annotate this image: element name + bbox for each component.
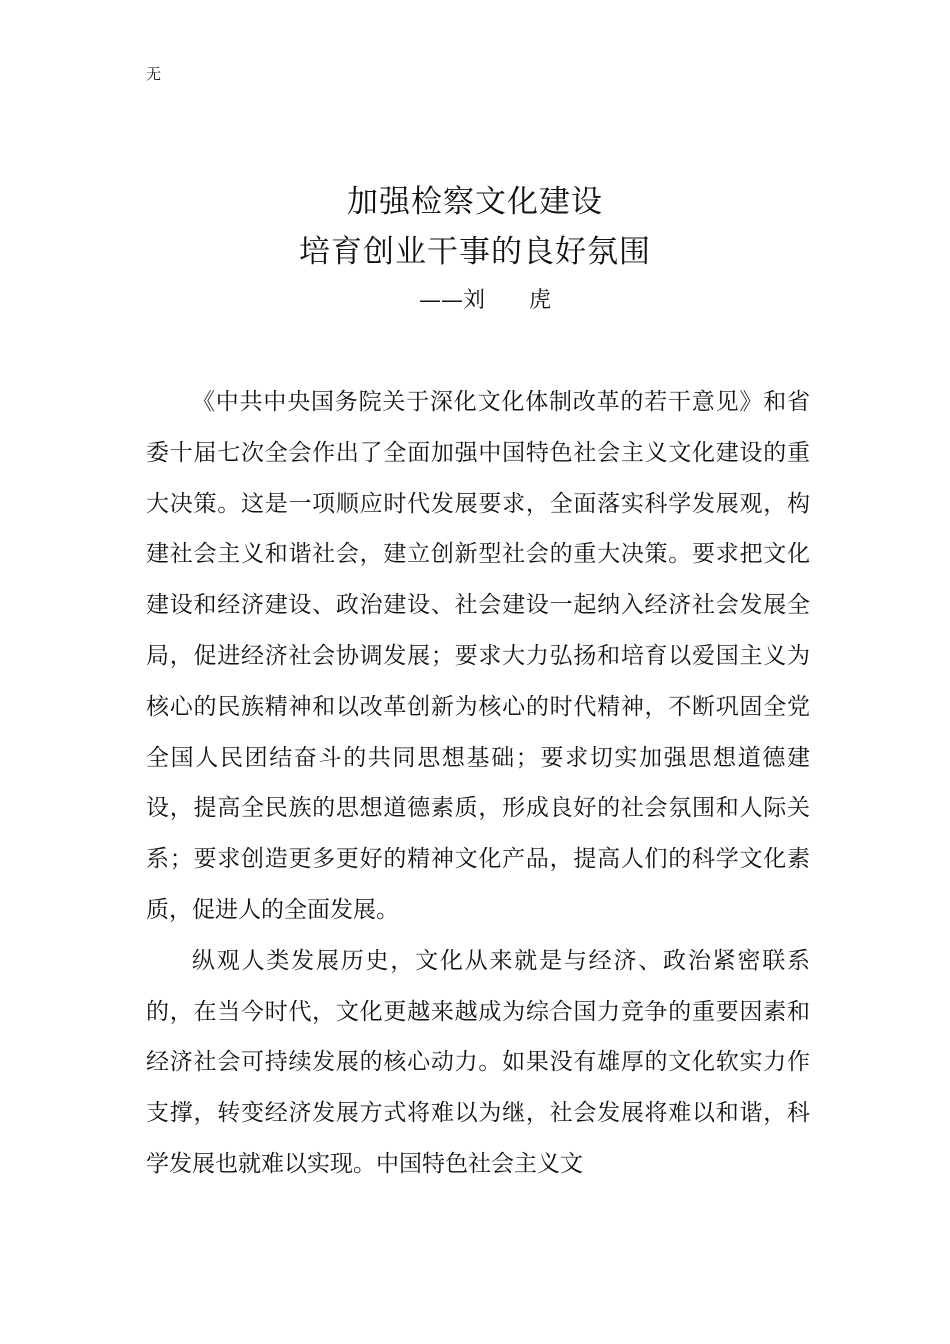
title-line-1: 加强检察文化建设	[347, 184, 603, 220]
paragraph-1: 《中共中央国务院关于深化文化体制改革的若干意见》和省委十届七次全会作出了全面加强中国特色社会主义文化建设的重大决策。这是一项顺应时代发展要求，全面落实科学发展观，构建社会主义和谐社会，建立创新型社会的重大决策。要求把文化建设和经济建设、政治建设、社会建设一起纳入经济社会发展全局，促进经济社会协调发展；要求大力弘扬和培育以爱国主义为核心的民族精神和以改革创新为核心的时代精神，不断巩固全党全国人民团结奋斗的共同思想基础；要求切实加强思想道德建设，提高全民族的思想道德素质，形成良好的社会氛围和人际关系；要求创造更多更好的精神文化产品，提高人们的科学文化素质，促进人的全面发展。	[146, 389, 810, 923]
body-text	[146, 377, 810, 1190]
title-line-2: 培育创业干事的良好氛围	[299, 234, 651, 270]
paragraph-2: 纵观人类发展历史，文化从来就是与经济、政治紧密联系的，在当今时代，文化更越来越成为综合国力竞争的重要因素和经济社会可持续发展的核心动力。如果没有雄厚的文化软实力作支撑，转变经济发展方式将难以为继，社会发展将难以和谐，科学发展也就难以实现。中国特色社会主义文	[146, 947, 810, 1177]
author-line: ——刘 虎	[418, 288, 551, 313]
header-mark: 无	[146, 65, 162, 83]
